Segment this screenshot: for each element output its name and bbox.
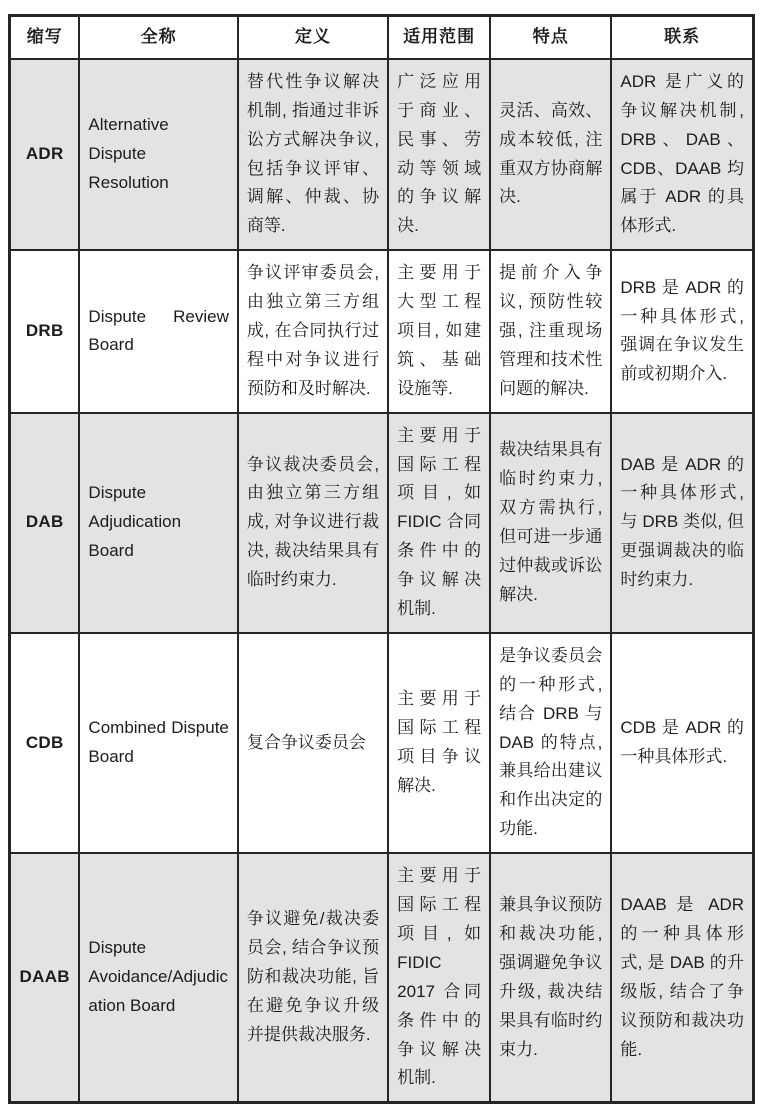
scope-cell: 主要用于国际工程项目, 如 FIDIC 合同条件中的争议解决机制. bbox=[388, 413, 490, 633]
scope-cell: 主要用于国际工程项目, 如 FIDIC 2017 合同条件中的争议解决机制. bbox=[388, 853, 490, 1103]
adr-comparison-table bbox=[8, 14, 755, 1104]
table-row-dab bbox=[10, 413, 754, 633]
features-cell: 兼具争议预防和裁决功能, 强调避免争议升级, 裁决结果具有临时约束力. bbox=[490, 853, 611, 1103]
header-relation: 联系 bbox=[611, 16, 753, 59]
abbr-cell: ADR bbox=[10, 59, 80, 250]
header-full-name: 全称 bbox=[79, 16, 237, 59]
scope-cell: 广泛应用于商业、民事、劳动等领域的争议解决. bbox=[388, 59, 490, 250]
relation-cell: CDB 是 ADR 的一种具体形式. bbox=[611, 633, 753, 853]
full-name-cell: Alternative Dispute Resolution bbox=[79, 59, 237, 250]
table-row-drb bbox=[10, 250, 754, 412]
features-cell: 是争议委员会的一种形式, 结合 DRB 与 DAB 的特点, 兼具给出建议和作出决定的功能. bbox=[490, 633, 611, 853]
header-definition: 定义 bbox=[238, 16, 388, 59]
abbr-cell: DAAB bbox=[10, 853, 80, 1103]
definition-cell: 替代性争议解决机制, 指通过非诉讼方式解决争议, 包括争议评审、调解、仲裁、协商等. bbox=[238, 59, 388, 250]
full-name-cell: Dispute Avoidance/Adjudication Board bbox=[79, 853, 237, 1103]
definition-cell: 争议避免/裁决委员会, 结合争议预防和裁决功能, 旨在避免争议升级并提供裁决服务. bbox=[238, 853, 388, 1103]
full-name-cell: Dispute Review Board bbox=[79, 250, 237, 412]
relation-cell: ADR 是广义的争议解决机制, DRB、DAB、CDB、DAAB 均属于 ADR 的具体形式. bbox=[611, 59, 753, 250]
header-row bbox=[10, 16, 754, 59]
features-cell: 灵活、高效、成本较低, 注重双方协商解决. bbox=[490, 59, 611, 250]
table-row-daab bbox=[10, 853, 754, 1103]
table-row-cdb bbox=[10, 633, 754, 853]
full-name-cell: Dispute Adjudication Board bbox=[79, 413, 237, 633]
definition-cell: 争议裁决委员会, 由独立第三方组成, 对争议进行裁决, 裁决结果具有临时约束力. bbox=[238, 413, 388, 633]
header-features: 特点 bbox=[490, 16, 611, 59]
relation-cell: DAB 是 ADR 的一种具体形式, 与 DRB 类似, 但更强调裁决的临时约束力. bbox=[611, 413, 753, 633]
definition-cell: 复合争议委员会 bbox=[238, 633, 388, 853]
definition-cell: 争议评审委员会, 由独立第三方组成, 在合同执行过程中对争议进行预防和及时解决. bbox=[238, 250, 388, 412]
abbr-cell: DAB bbox=[10, 413, 80, 633]
full-name-cell: Combined Dispute Board bbox=[79, 633, 237, 853]
header-scope: 适用范围 bbox=[388, 16, 490, 59]
table-row-adr bbox=[10, 59, 754, 250]
features-cell: 裁决结果具有临时约束力, 双方需执行, 但可进一步通过仲裁或诉讼解决. bbox=[490, 413, 611, 633]
relation-cell: DAAB 是 ADR 的一种具体形式, 是 DAB 的升级版, 结合了争议预防和裁决功能. bbox=[611, 853, 753, 1103]
header-abbreviation: 缩写 bbox=[10, 16, 80, 59]
scope-cell: 主要用于国际工程项目争议解决. bbox=[388, 633, 490, 853]
abbr-cell: CDB bbox=[10, 633, 80, 853]
scope-cell: 主要用于大型工程项目, 如建筑、基础设施等. bbox=[388, 250, 490, 412]
abbr-cell: DRB bbox=[10, 250, 80, 412]
features-cell: 提前介入争议, 预防性较强, 注重现场管理和技术性问题的解决. bbox=[490, 250, 611, 412]
relation-cell: DRB 是 ADR 的一种具体形式, 强调在争议发生前或初期介入. bbox=[611, 250, 753, 412]
